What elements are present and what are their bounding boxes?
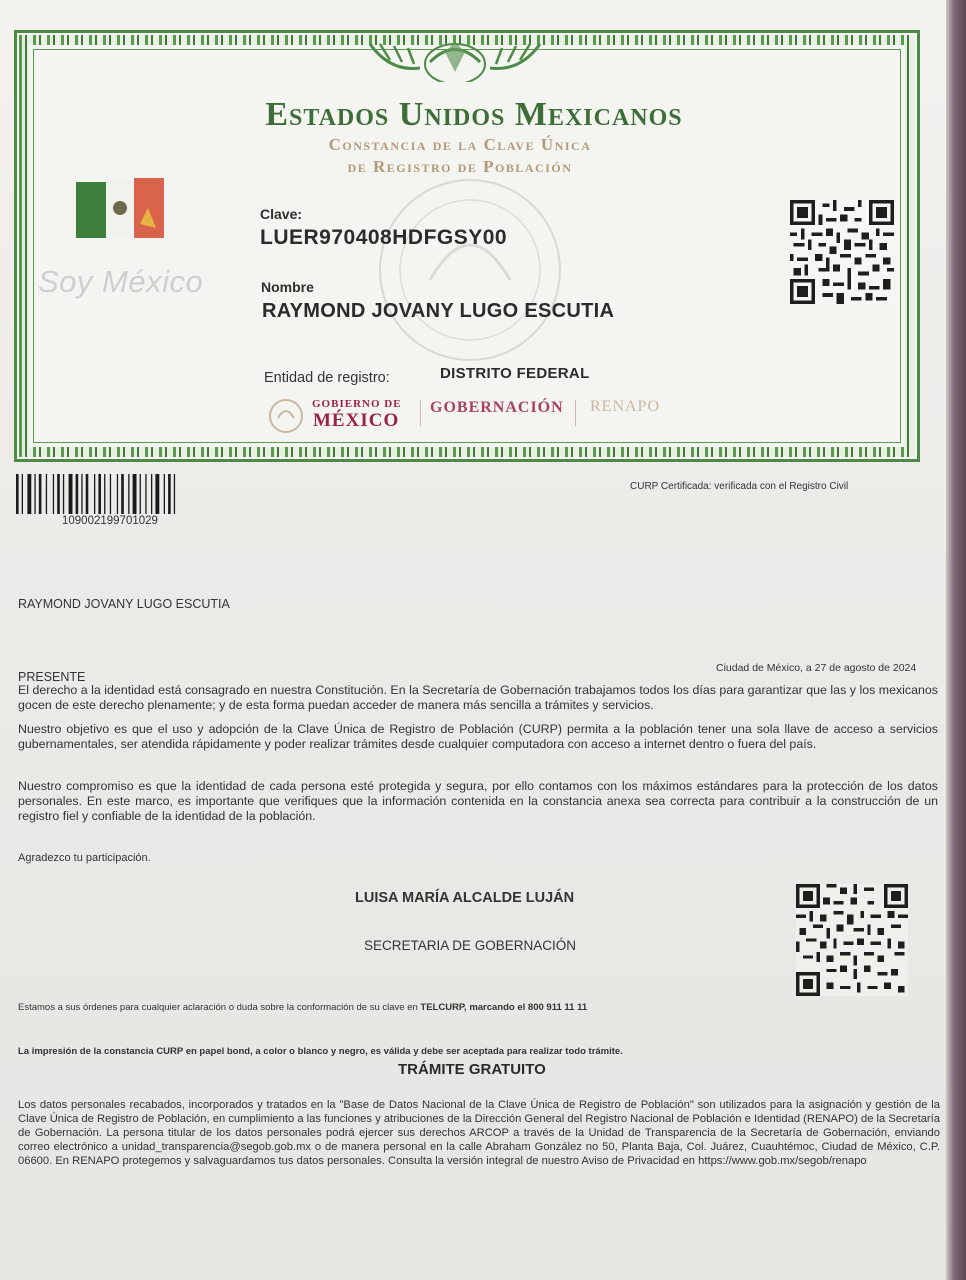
recipient-name: RAYMOND JOVANY LUGO ESCUTIA (18, 597, 230, 611)
national-seal-icon (360, 32, 550, 82)
renapo-logo: RENAPO (590, 398, 661, 415)
entidad-label: Entidad de registro: (264, 370, 390, 386)
subtitle-line-1: Constancia de la Clave Única (328, 135, 592, 154)
nombre-label: Nombre (261, 279, 314, 295)
signer-title: SECRETARIA DE GOBERNACIÓN (364, 938, 577, 953)
contact-telcurp: TELCURP, marcando el 800 911 11 11 (420, 1002, 588, 1013)
contact-line (18, 1000, 918, 1015)
mexico-label: MÉXICO (313, 410, 400, 431)
curp-qr-code (790, 200, 894, 304)
tramite-gratuito: TRÁMITE GRATUITO (398, 1061, 546, 1078)
clave-label: Clave: (260, 206, 303, 222)
nombre-value: RAYMOND JOVANY LUGO ESCUTIA (262, 300, 615, 322)
barcode (16, 474, 212, 514)
gobierno-emblem-icon (268, 396, 304, 436)
clave-value: LUER970408HDFGSY00 (260, 226, 508, 249)
paragraph-identity: El derecho a la identidad está consagrado en nuestra Constitución. En la Secretaría de Gobernación trabajamos todos los días para garantizar que las y los mexicanos gocen de este derecho plenamente; y de esta forma puedan acceder de manera más sencilla a trámites y servicios. (18, 683, 938, 712)
paragraph-commitment: Nuestro compromiso es que la identidad de cada persona esté protegida y segura, por ello contamos con los máximos estándares para la protección de los datos personales. En este marco, es importante que verifiques que la información contenida en la constancia anexa sea correcta para contribuir a la construcción de un registro fiel y confiable de la identidad de la población. (18, 779, 938, 823)
soy-mexico-logo: Soy México (38, 264, 204, 299)
country-title: Estados Unidos Mexicanos (265, 96, 683, 133)
watermark-seal-icon (350, 170, 590, 370)
privacy-notice: Los datos personales recabados, incorporados y tratados en la "Base de Datos Nacional de la Clave Única de Registro de Población" son utilizados para la asignación y gestión de la Clave Única de Registro de Población, en cumplimiento a las funciones y atribuciones de la Dirección General del Registro Nacional de Población e Identidad (RENAPO) de la Secretaría de Gobernación. La persona titular de los datos personales podrá ejercer sus derechos ARCOP a través de la Unidad de Transparencia de la Secretaría de Gobernación, enviando correo electrónico a unidad_transparencia@segob.gob.mx o de manera personal en la calle Abraham González no 50, Planta Baja, Col. Juárez, Cuauhtémoc, Ciudad de México, C.P. 06600. En RENAPO protegemos y salvaguardamos tus datos personales. Consulta la versión integral de nuestro Aviso de Privacidad en https://www.gob.mx/segob/renapo (18, 1099, 940, 1167)
print-validity-note: La impresión de la constancia CURP en papel bond, a color o blanco y negro, es válida y debe ser aceptada para realizar todo trámite. (18, 1046, 623, 1057)
logo-divider-2 (575, 400, 576, 426)
background-edge (946, 0, 966, 1280)
logo-divider (420, 400, 421, 426)
gobierno-de-label: GOBIERNO DE (312, 398, 402, 410)
letter-date: Ciudad de México, a 27 de agosto de 2024 (716, 662, 917, 674)
subtitle-line-2: de Registro de Población (347, 157, 573, 176)
entidad-value: DISTRITO FEDERAL (440, 365, 590, 382)
gobernacion-logo: GOBERNACIÓN (430, 399, 564, 416)
contact-prefix: Estamos a sus órdenes para cualquier aclaración o duda sobre la conformación de su clave en (18, 1002, 421, 1013)
thanks-text: Agradezco tu participación. (18, 852, 151, 864)
presente-label: PRESENTE (18, 670, 86, 684)
barcode-number: 109002199701029 (62, 515, 158, 527)
signer-name: LUISA MARÍA ALCALDE LUJÁN (355, 890, 575, 906)
curp-certified-note: CURP Certificada: verificada con el Registro Civil (630, 481, 849, 492)
signature-qr-code (796, 884, 908, 996)
paragraph-objective: Nuestro objetivo es que el uso y adopción de la Clave Única de Registro de Población (CURP) permita a la población tener una sola llave de acceso a servicios gubernamentales, ser atendida rápidamente y poder realizar trámites desde cualquier computadora con acceso a internet dentro o fuera del país. (18, 722, 938, 751)
mexican-flag-icon (76, 178, 164, 240)
